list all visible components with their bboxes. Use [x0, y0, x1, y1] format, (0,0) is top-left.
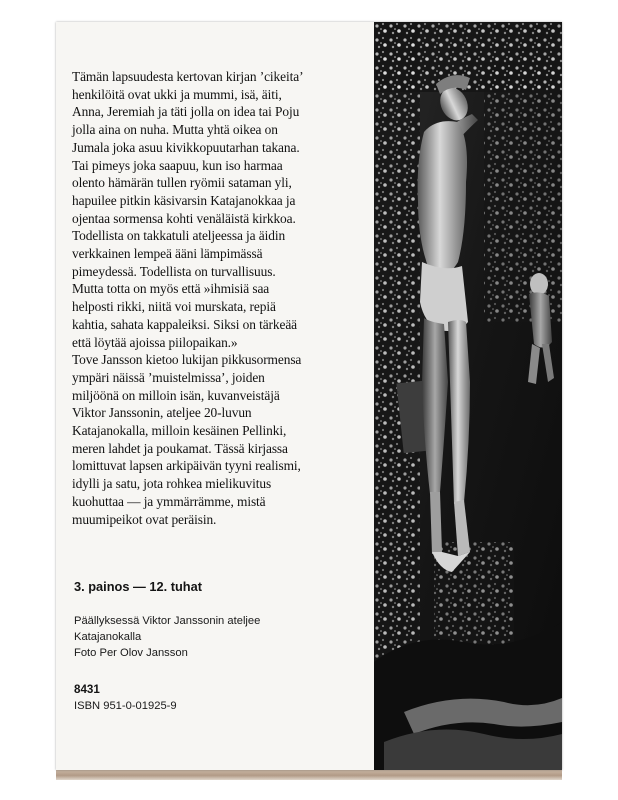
- blurb-line: Todellista on takkatuli ateljeessa ja äidin: [72, 228, 286, 244]
- credit-line: Katajanokalla: [74, 630, 142, 643]
- blurb-line: henkilöitä ovat ukki ja mummi, isä, äiti,: [72, 86, 282, 102]
- cover-photo-credits: [74, 614, 260, 661]
- edition-info: 3. painos — 12. tuhat: [74, 579, 202, 594]
- blurb-line: helposti rikki, niitä voi murskata, repiä: [72, 299, 276, 315]
- blurb-line: ojentaa sormensa kohti venäläistä kirkkoa.: [72, 210, 296, 226]
- blurb-line: hapuilee pitkin käsivarsin Katajanokkaa ja: [72, 192, 296, 208]
- blurb-text-column: [72, 68, 368, 528]
- blurb-line: Mutta totta on myös että »ihmisiä saa: [72, 281, 270, 297]
- blurb-line: verkkainen lempeä ääni lämpimässä: [72, 246, 263, 262]
- blurb-line: Tai pimeys joka saapuu, kun iso harmaa: [72, 157, 283, 173]
- book-blurb: [72, 68, 368, 528]
- isbn: ISBN 951-0-01925-9: [74, 700, 177, 712]
- blurb-line: Viktor Janssonin, ateljee 20-luvun: [72, 405, 252, 421]
- blurb-line: Anna, Jeremiah ja täti jolla on idea tai Poju: [72, 104, 300, 120]
- blurb-line: olento hämärän tullen ryömii sataman yli,: [72, 175, 292, 191]
- blurb-line: pimeydessä. Todellista on turvallisuus.: [72, 263, 276, 279]
- blurb-line: kuohuttaa — ja ymmärrämme, mistä: [72, 493, 266, 509]
- blurb-line: kahtia, sahata kappaleiksi. Siksi on tärkeää: [72, 316, 298, 332]
- book-bottom-edge: [56, 770, 562, 780]
- blurb-line: lomittuvat lapsen arkipäivän tyyni realismi,: [72, 458, 301, 474]
- credit-line: Päällyksessä Viktor Janssonin ateljee: [74, 615, 261, 627]
- blurb-line: miljöönä on milloin isän, kuvanveistäjä: [72, 387, 280, 403]
- blurb-line: ympäri näissä ’muistelmissa’, joiden: [72, 369, 265, 385]
- blurb-line: jolla aina on nuha. Mutta yhtä oikea on: [72, 122, 278, 138]
- credit-line: Foto Per Olov Jansson: [74, 646, 188, 659]
- cover-photograph: [374, 22, 562, 770]
- blurb-line: Katajanokalla, milloin kesäinen Pellinki,: [72, 423, 287, 439]
- product-code: 8431: [74, 683, 100, 696]
- blurb-line: Jumala joka asuu kivikkopuutarhan takana.: [72, 139, 300, 155]
- blurb-line: että löytää ajoissa piilopaikan.»: [72, 334, 238, 350]
- blurb-line: meren lahdet ja poukamat. Tässä kirjassa: [72, 440, 288, 456]
- blurb-line: Tove Jansson kietoo lukijan pikkusormensa: [72, 352, 302, 368]
- sculpture-studio-photo-graphic: [374, 22, 562, 770]
- blurb-line: muumipeikot ovat peräisin.: [72, 511, 217, 527]
- blurb-line: Tämän lapsuudesta kertovan kirjan ’cikeita’: [72, 69, 304, 84]
- blurb-line: idylli ja satu, jota rohkea mielikuvitus: [72, 476, 272, 492]
